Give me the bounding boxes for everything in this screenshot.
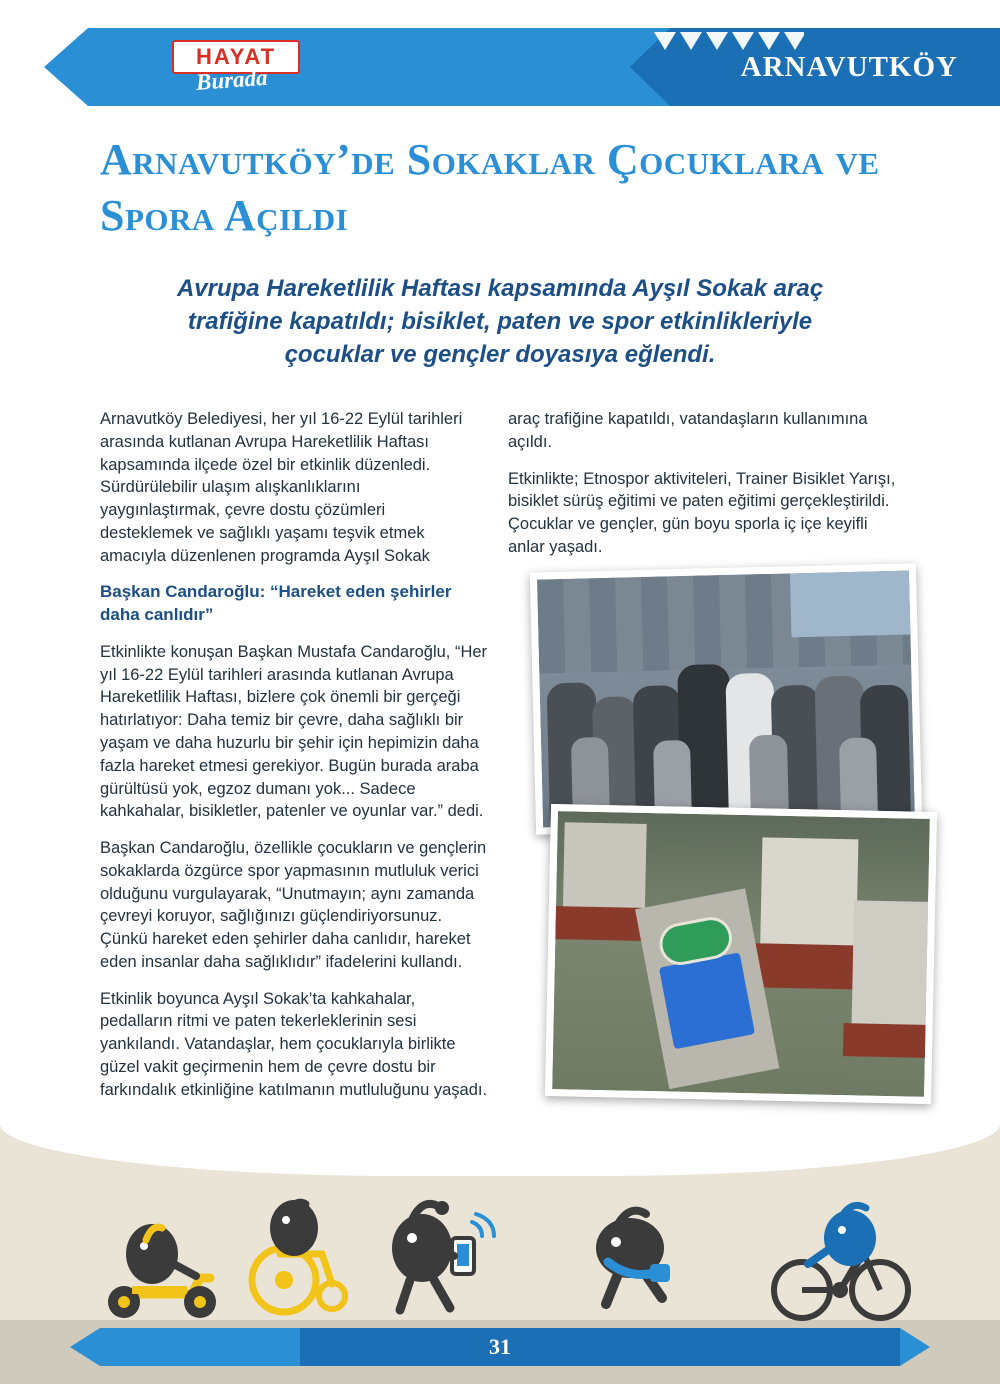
mascot-wheelchair-icon — [236, 1192, 356, 1322]
article-subtitle: Avrupa Hareketlilik Haftası kapsamında Ayşıl Sokak araç trafiğine kapatıldı; bisiklet, paten ve spor etkinlikleriyle çocuklar ve gençler doyasıya eğlendi. — [176, 275, 824, 369]
article-title: Arnavutköy’de Sokaklar Çocuklara ve Spora Açıldı — [100, 135, 880, 241]
photo-aerial-street-image — [552, 811, 930, 1097]
mascot-cyclist-icon — [768, 1198, 918, 1328]
article-column-left-top — [100, 408, 480, 581]
article-column-left-main — [100, 580, 490, 1115]
photo-crowd-event-image — [537, 570, 915, 827]
bottom-illustration-band — [0, 1124, 1000, 1384]
photo-aerial-street — [545, 804, 937, 1104]
page-header — [0, 28, 1000, 106]
paragraph-activities: Etkinlikte; Etnospor aktiviteleri, Trainer Bisiklet Yarışı, bisiklet sürüş eğitimi ve paten eğitimi gerçekleştirildi. Çocuklar ve gençler, gün boyu sporla iç içe keyifli anlar yaşadı. — [508, 469, 896, 556]
page-number: 31 — [489, 1334, 511, 1359]
paragraph-mayor-speech: Etkinlikte konuşan Başkan Mustafa Candaroğlu, “Her yıl 16-22 Eylül tarihleri arasında kutlanan Avrupa Hareketlilik Haftası, bizlere çok önemli bir gerçeği hatırlatıyor: Daha temiz bir çevre, daha sağlıklı bir yaşam ve daha huzurlu bir şehir için hepimizin daha fazla hareket etmesi gerekiyor. Bugün burada araba gürültüsü yok, egzoz dumanı yok... Sadece kahkahalar, bisikletler, patenler ve oyunlar var.” dedi. — [100, 642, 488, 821]
subheading-quote: Başkan Candaroğlu: “Hareket eden şehirler daha canlıdır” — [100, 582, 452, 625]
mascot-walking-phone-icon — [368, 1186, 498, 1326]
logo-sub-text: Burada — [195, 64, 269, 95]
paragraph-intro: Arnavutköy Belediyesi, her yıl 16-22 Eylül tarihleri arasında kutlanan Avrupa Hareketlilik Haftası kapsamında ilçede özel bir etkinlik düzenledi. Sürdürülebilir ulaşım alışkanlıklarını yaygınlaştırmak, çevre dostu çözümleri desteklemek ve sağlıklı yaşamı teşvik etmek amacıyla düzenlenen programda Ayşıl Sokak — [100, 410, 463, 565]
paragraph-closing: Etkinlik boyunca Ayşıl Sokak’ta kahkahalar, pedalların ritmi ve paten tekerleklerinin sesi yankılandı. Vatandaşlar, hem çocuklarıyla birlikte güzel vakit geçirmenin hem de çevre dostu bir farkındalık etkinliğine katılmanın mutluluğunu yaşadı. — [100, 989, 488, 1099]
mascot-scooter-icon — [92, 1206, 242, 1326]
logo-main-text: HAYAT — [172, 40, 300, 74]
district-label: ARNAVUTKÖY — [740, 51, 958, 83]
paragraph-intro-continued: araç trafiğine kapatıldı, vatandaşların kullanımına açıldı. — [508, 410, 868, 451]
magazine-logo — [172, 36, 312, 100]
mascot-runner-icon — [572, 1200, 702, 1320]
article-column-right-top — [508, 408, 900, 573]
footer-bar — [100, 1328, 900, 1366]
photo-crowd-event — [530, 563, 922, 834]
paragraph-mayor-note: Başkan Candaroğlu, özellikle çocukların ve gençlerin sokaklarda özgürce spor yapmasının mutluluk verici olduğunu vurgulayarak, “Unutmayın; aynı zamanda çevreyi koruyor, sağlığınızı güçlendiriyorsunuz. Çünkü hareket eden şehirler daha canlıdır, hareket eden insanlar daha sağlıklıdır” ifadelerini kullandı. — [100, 839, 487, 971]
